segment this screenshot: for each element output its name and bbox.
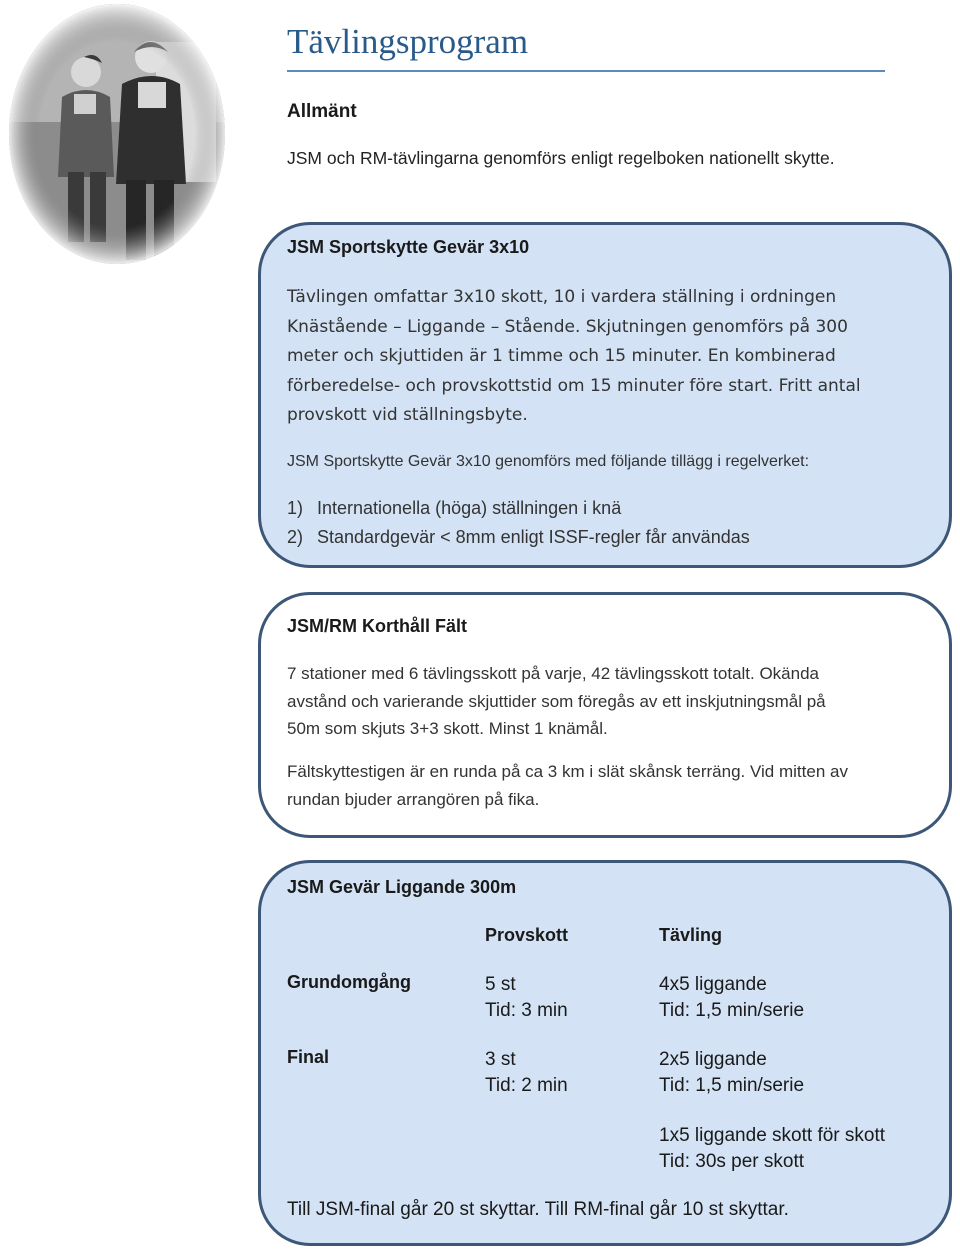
description-line: meter och skjuttiden är 1 timme och 15 minuter. En kombinerad — [287, 346, 836, 366]
section-liggande-heading: JSM Gevär Liggande 300m — [287, 877, 517, 897]
general-heading: Allmänt — [287, 101, 357, 122]
shooters-photo — [6, 2, 228, 267]
final-provskott — [485, 1047, 568, 1099]
list-text: Internationella (höga) ställningen i knä — [317, 498, 622, 518]
paragraph-line: avstånd och varierande skjuttider som föregås av ett inskjutningsmål på — [287, 691, 826, 711]
cell-line: Tid: 1,5 min/serie — [659, 1075, 805, 1096]
paragraph-line: Fältskyttestigen är en runda på ca 3 km i slät skånsk terräng. Vid mitten av — [287, 762, 848, 781]
list-item — [287, 494, 750, 523]
title-underline — [287, 70, 885, 72]
section-liggande-box — [258, 860, 952, 1246]
page-title: Tävlingsprogram — [287, 22, 529, 61]
cell-line: 4x5 liggande — [659, 974, 767, 995]
section-sportskytte-description — [287, 283, 861, 431]
final-extra-tavling — [659, 1123, 885, 1175]
addition-list — [287, 494, 750, 552]
cell-line: 2x5 liggande — [659, 1049, 767, 1070]
cell-line: 1x5 liggande skott för skott — [659, 1125, 886, 1146]
list-number: 1) — [287, 498, 304, 518]
row-label-grundomgang: Grundomgång — [287, 972, 411, 992]
section-sportskytte-heading: JSM Sportskytte Gevär 3x10 — [287, 237, 530, 257]
list-item — [287, 523, 750, 552]
cell-line: Tid: 1,5 min/serie — [659, 1000, 805, 1021]
paragraph-line: 50m som skjuts 3+3 skott. Minst 1 knämål. — [287, 719, 608, 738]
cell-line: Tid: 2 min — [485, 1075, 568, 1096]
column-heading-provskott: Provskott — [485, 925, 569, 945]
general-text: JSM och RM-tävlingarna genomförs enligt regelboken nationellt skytte. — [287, 148, 835, 168]
description-line: Tävlingen omfattar 3x10 skott, 10 i vardera ställning i ordningen — [287, 287, 837, 307]
grundomgang-provskott — [485, 972, 568, 1024]
final-qualification-note: Till JSM-final går 20 st skyttar. Till RM-final går 10 st skyttar. — [287, 1199, 789, 1220]
section-korthall-heading: JSM/RM Korthåll Fält — [287, 616, 468, 636]
final-tavling — [659, 1047, 804, 1099]
row-label-final: Final — [287, 1047, 330, 1067]
korthall-paragraph-2 — [287, 758, 848, 813]
description-line: förberedelse- och provskottstid om 15 minuter före start. Fritt antal — [287, 375, 861, 396]
addition-intro: JSM Sportskytte Gevär 3x10 genomförs med följande tillägg i regelverket: — [287, 453, 810, 470]
column-heading-tavling: Tävling — [659, 925, 723, 945]
paragraph-line: rundan bjuder arrangören på fika. — [287, 789, 540, 809]
list-text: Standardgevär < 8mm enligt ISSF-regler får användas — [317, 527, 750, 547]
korthall-paragraph-1 — [287, 660, 826, 743]
description-line: provskott vid ställningsbyte. — [287, 405, 528, 425]
grundomgang-tavling — [659, 972, 804, 1024]
list-number: 2) — [287, 527, 304, 547]
paragraph-line: 7 stationer med 6 tävlingsskott på varje, 42 tävlingsskott totalt. Okända — [287, 664, 820, 683]
cell-line: Tid: 30s per skott — [659, 1151, 805, 1172]
cell-line: 3 st — [485, 1049, 516, 1070]
description-line: Knästående – Liggande – Stående. Skjutningen genomförs på 300 — [287, 316, 848, 337]
cell-line: 5 st — [485, 974, 516, 995]
cell-line: Tid: 3 min — [485, 1000, 568, 1021]
